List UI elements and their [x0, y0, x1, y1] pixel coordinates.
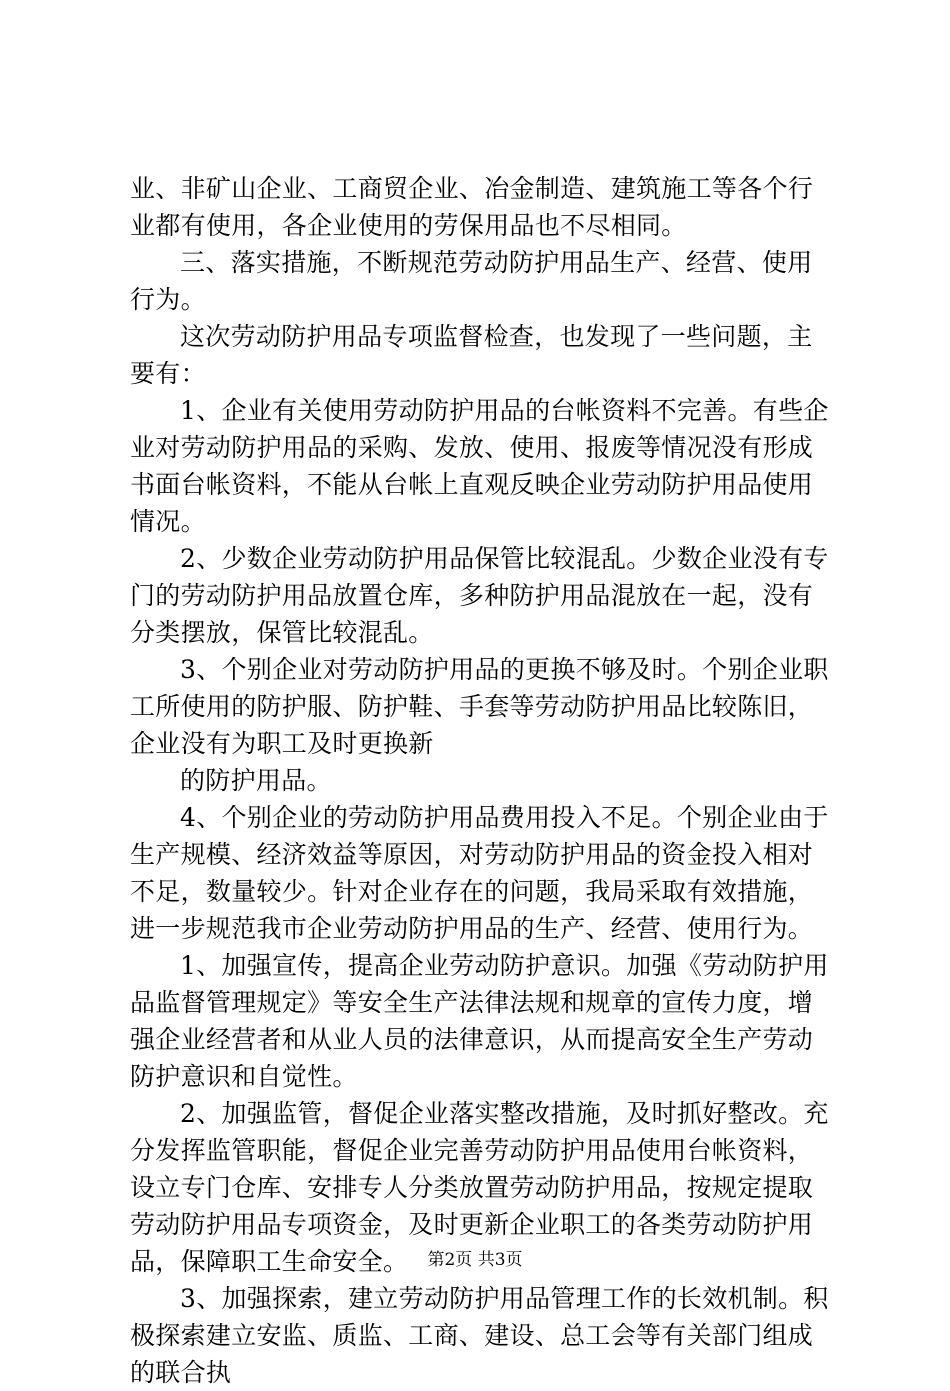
- text-line: 4、个别企业的劳动防护用品费用投入不足。个别企业由于: [180, 803, 829, 832]
- text-line: 强企业经营者和从业人员的法律意识，从而提高安全生产劳动: [130, 1025, 814, 1054]
- text-line: 设立专门仓库、安排专人分类放置劳动防护用品，按规定提取: [130, 1173, 814, 1202]
- text-line: 行为。: [130, 285, 206, 314]
- text-line: 防护意识和自觉性。: [130, 1062, 358, 1091]
- text-line: 3、加强探索，建立劳动防护用品管理工作的长效机制。积: [180, 1284, 829, 1313]
- text-line: 品，保障职工生命安全。: [130, 1247, 409, 1276]
- text-line: 三、落实措施，不断规范劳动防护用品生产、经营、使用: [180, 248, 813, 277]
- text-line: 情况。: [130, 507, 206, 536]
- text-line: 进一步规范我市企业劳动防护用品的生产、经营、使用行为。: [130, 914, 814, 943]
- text-line: 书面台帐资料，不能从台帐上直观反映企业劳动防护用品使用: [130, 470, 814, 499]
- text-line: 2、少数企业劳动防护用品保管比较混乱。少数企业没有专: [180, 544, 829, 573]
- text-line: 1、企业有关使用劳动防护用品的台帐资料不完善。有些企: [180, 396, 829, 425]
- text-line: 要有：: [130, 359, 206, 388]
- text-line: 业都有使用，各企业使用的劳保用品也不尽相同。: [130, 211, 687, 240]
- text-line: 这次劳动防护用品专项监督检查，也发现了一些问题，主: [180, 322, 813, 351]
- document-body: [130, 170, 830, 1391]
- text-line: 的防护用品。: [180, 766, 332, 795]
- text-line: 业、非矿山企业、工商贸企业、冶金制造、建筑施工等各个行: [130, 174, 814, 203]
- text-line: 2、加强监管，督促企业落实整改措施，及时抓好整改。充: [180, 1099, 829, 1128]
- text-line: 1、加强宣传，提高企业劳动防护意识。加强《劳动防护用: [180, 951, 829, 980]
- text-line: 极探索建立安监、质监、工商、建设、总工会等有关部门组成: [130, 1321, 814, 1350]
- text-line: 不足，数量较少。针对企业存在的问题，我局采取有效措施，: [130, 877, 814, 906]
- text-line: 业对劳动防护用品的采购、发放、使用、报废等情况没有形成: [130, 433, 814, 462]
- text-line: 的联合执: [130, 1358, 232, 1387]
- text-line: 工所使用的防护服、防护鞋、手套等劳动防护用品比较陈旧，: [130, 692, 814, 721]
- text-line: 劳动防护用品专项资金，及时更新企业职工的各类劳动防护用: [130, 1210, 814, 1239]
- text-line: 门的劳动防护用品放置仓库，多种防护用品混放在一起，没有: [130, 581, 814, 610]
- text-line: 生产规模、经济效益等原因，对劳动防护用品的资金投入相对: [130, 840, 814, 869]
- text-line: 品监督管理规定》等安全生产法律法规和规章的宣传力度，增: [130, 988, 814, 1017]
- text-line: 分类摆放，保管比较混乱。: [130, 618, 434, 647]
- text-line: 分发挥监管职能，督促企业完善劳动防护用品使用台帐资料，: [130, 1136, 814, 1165]
- text-line: 3、个别企业对劳动防护用品的更换不够及时。个别企业职: [180, 655, 829, 684]
- page-footer: 第2页 共3页: [427, 1250, 523, 1270]
- text-line: 企业没有为职工及时更换新: [130, 729, 434, 758]
